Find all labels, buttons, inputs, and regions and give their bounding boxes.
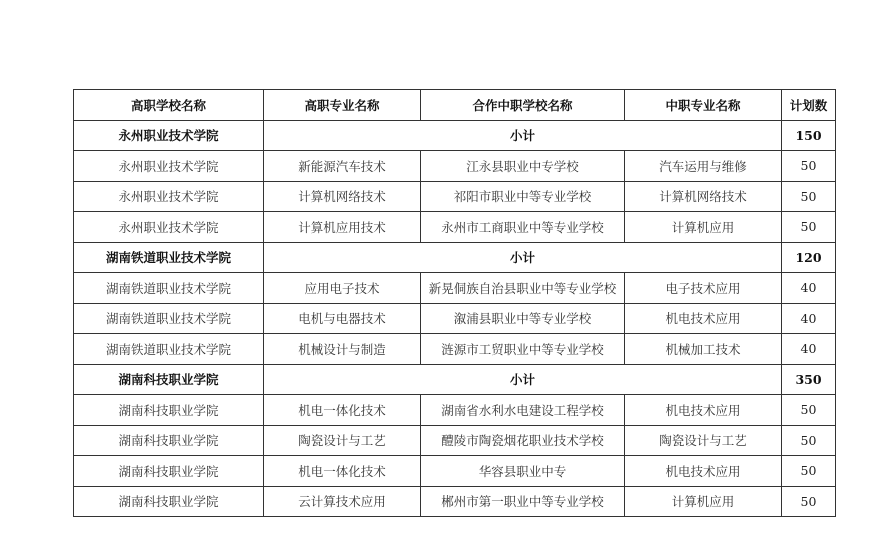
group-name: 永州职业技术学院 bbox=[74, 120, 264, 151]
cell-college-major: 陶瓷设计与工艺 bbox=[264, 425, 421, 456]
cell-plan-count: 50 bbox=[782, 212, 836, 243]
cell-partner-school: 新晃侗族自治县职业中等专业学校 bbox=[421, 273, 625, 304]
group-name: 湖南科技职业学院 bbox=[74, 364, 264, 395]
subtotal-value: 120 bbox=[782, 242, 836, 273]
cell-plan-count: 50 bbox=[782, 395, 836, 426]
header-secondary-major: 中职专业名称 bbox=[625, 90, 782, 121]
cell-college-major: 机电一体化技术 bbox=[264, 456, 421, 487]
cell-college: 永州职业技术学院 bbox=[74, 212, 264, 243]
table-row bbox=[74, 181, 836, 212]
subtotal-row bbox=[74, 120, 836, 151]
cell-secondary-major: 计算机网络技术 bbox=[625, 181, 782, 212]
cell-plan-count: 50 bbox=[782, 151, 836, 182]
cell-partner-school: 涟源市工贸职业中等专业学校 bbox=[421, 334, 625, 365]
enrollment-plan-table-container bbox=[73, 89, 836, 517]
cell-secondary-major: 汽车运用与维修 bbox=[625, 151, 782, 182]
cell-secondary-major: 计算机应用 bbox=[625, 486, 782, 517]
subtotal-label: 小计 bbox=[264, 120, 782, 151]
subtotal-label: 小计 bbox=[264, 242, 782, 273]
table-row bbox=[74, 303, 836, 334]
table-row bbox=[74, 456, 836, 487]
subtotal-value: 350 bbox=[782, 364, 836, 395]
cell-college-major: 计算机网络技术 bbox=[264, 181, 421, 212]
header-row bbox=[74, 90, 836, 121]
table-row bbox=[74, 334, 836, 365]
cell-secondary-major: 机械加工技术 bbox=[625, 334, 782, 365]
cell-secondary-major: 机电技术应用 bbox=[625, 303, 782, 334]
cell-college: 湖南科技职业学院 bbox=[74, 395, 264, 426]
cell-college-major: 机械设计与制造 bbox=[264, 334, 421, 365]
cell-partner-school: 郴州市第一职业中等专业学校 bbox=[421, 486, 625, 517]
cell-plan-count: 40 bbox=[782, 303, 836, 334]
cell-college: 永州职业技术学院 bbox=[74, 151, 264, 182]
header-plan-count: 计划数 bbox=[782, 90, 836, 121]
subtotal-row bbox=[74, 242, 836, 273]
cell-college: 湖南科技职业学院 bbox=[74, 456, 264, 487]
table-row bbox=[74, 486, 836, 517]
cell-secondary-major: 电子技术应用 bbox=[625, 273, 782, 304]
cell-plan-count: 50 bbox=[782, 181, 836, 212]
cell-college-major: 电机与电器技术 bbox=[264, 303, 421, 334]
cell-plan-count: 50 bbox=[782, 486, 836, 517]
table-row bbox=[74, 212, 836, 243]
subtotal-value: 150 bbox=[782, 120, 836, 151]
cell-secondary-major: 陶瓷设计与工艺 bbox=[625, 425, 782, 456]
cell-college-major: 应用电子技术 bbox=[264, 273, 421, 304]
enrollment-plan-table bbox=[73, 89, 836, 517]
group-name: 湖南铁道职业技术学院 bbox=[74, 242, 264, 273]
cell-secondary-major: 计算机应用 bbox=[625, 212, 782, 243]
table-row bbox=[74, 395, 836, 426]
cell-college: 湖南科技职业学院 bbox=[74, 486, 264, 517]
cell-partner-school: 江永县职业中专学校 bbox=[421, 151, 625, 182]
cell-secondary-major: 机电技术应用 bbox=[625, 456, 782, 487]
cell-partner-school: 湖南省水利水电建设工程学校 bbox=[421, 395, 625, 426]
cell-college: 湖南铁道职业技术学院 bbox=[74, 273, 264, 304]
cell-college: 湖南铁道职业技术学院 bbox=[74, 303, 264, 334]
cell-partner-school: 祁阳市职业中等专业学校 bbox=[421, 181, 625, 212]
cell-plan-count: 40 bbox=[782, 273, 836, 304]
cell-partner-school: 华容县职业中专 bbox=[421, 456, 625, 487]
cell-secondary-major: 机电技术应用 bbox=[625, 395, 782, 426]
cell-partner-school: 溆浦县职业中等专业学校 bbox=[421, 303, 625, 334]
subtotal-row bbox=[74, 364, 836, 395]
cell-college-major: 计算机应用技术 bbox=[264, 212, 421, 243]
cell-college: 湖南科技职业学院 bbox=[74, 425, 264, 456]
cell-college-major: 新能源汽车技术 bbox=[264, 151, 421, 182]
cell-partner-school: 永州市工商职业中等专业学校 bbox=[421, 212, 625, 243]
cell-college-major: 云计算技术应用 bbox=[264, 486, 421, 517]
cell-plan-count: 50 bbox=[782, 456, 836, 487]
cell-plan-count: 50 bbox=[782, 425, 836, 456]
table-row bbox=[74, 151, 836, 182]
table-row bbox=[74, 425, 836, 456]
cell-plan-count: 40 bbox=[782, 334, 836, 365]
header-partner-secondary-school: 合作中职学校名称 bbox=[421, 90, 625, 121]
cell-college: 湖南铁道职业技术学院 bbox=[74, 334, 264, 365]
cell-college: 永州职业技术学院 bbox=[74, 181, 264, 212]
table-row bbox=[74, 273, 836, 304]
header-vocational-college: 高职学校名称 bbox=[74, 90, 264, 121]
header-college-major: 高职专业名称 bbox=[264, 90, 421, 121]
cell-partner-school: 醴陵市陶瓷烟花职业技术学校 bbox=[421, 425, 625, 456]
subtotal-label: 小计 bbox=[264, 364, 782, 395]
cell-college-major: 机电一体化技术 bbox=[264, 395, 421, 426]
